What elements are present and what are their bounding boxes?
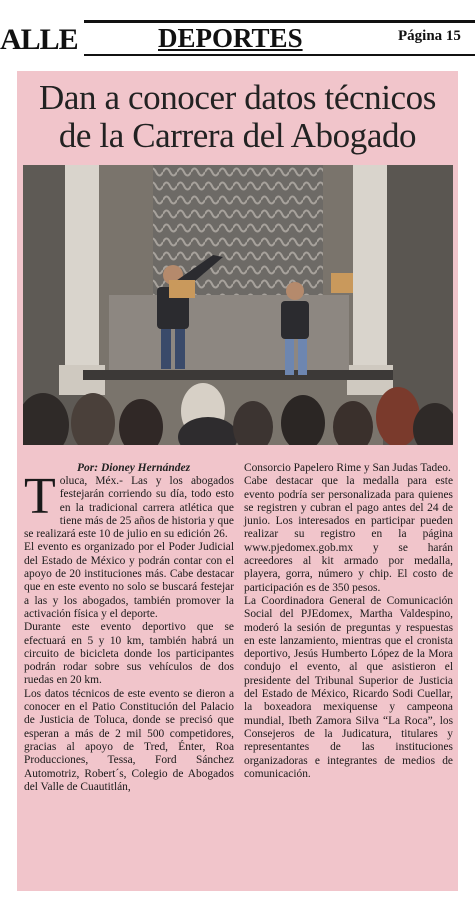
paragraph-5: Consorcio Papelero Rime y San Judas Tadeo. xyxy=(244,462,451,474)
drop-cap: T xyxy=(24,468,56,525)
paragraph-3: Durante este evento deportivo que se efectuará en 5 y 10 km, también habrá un circuito de bicicleta donde los participantes podrán rodar sobre sus vehículos de dos ruedas en 20 km. xyxy=(24,621,234,687)
article-column-right xyxy=(244,462,453,781)
headline-line-2: de la Carrera del Abogado xyxy=(58,116,417,155)
event-photo-illustration xyxy=(23,165,453,445)
header-left-fragment: ALLE xyxy=(0,23,78,56)
page-number: Página 15 xyxy=(398,28,461,44)
section-title: DEPORTES xyxy=(158,23,303,53)
paragraph-6: Cabe destacar que la medalla para este evento podría ser personalizada para quienes se registren y cubran el pago antes del 24 de junio. Los interesados en participar pueden realizar su registro en la página www.pjedomex.gob.mx y se harán acreedores al kit armado por medalla, playera, gorra, número y chip. El costo de participación es de 350 pesos. xyxy=(244,475,453,594)
paragraph-1-text: oluca, Méx.- Las y los abogados festejarán corriendo su día, todo esto en la tradicional carrera atlética que tiene más de 25 años de historia y que se realizará este 10 de julio en su edición 26. xyxy=(24,475,234,541)
article-headline xyxy=(17,79,458,155)
headline-line-1: Dan a conocer datos técnicos xyxy=(39,78,436,117)
article-photo xyxy=(23,165,453,445)
paragraph-4: Los datos técnicos de este evento se dieron a conocer en el Patio Constitución del Palacio de Justicia de Toluca, donde se precisó que esperan a más de 2 mil 500 competidores, gracias al apoyo de Tred, Énter, Roa Producciones, Tessa, Ford Sánchez Automotriz, Robert´s, Colegio de Abogados del Valle de Cuautitlán, xyxy=(24,687,234,793)
paragraph-7: La Coordinadora General de Comunicación Social del PJEdomex, Martha Valdespino, moderó la sesión de preguntas y respuestas en este lanzamiento, mientras que el cronista deportivo, Jesús Humberto López de la Mora condujo el evento, al que asistieron el presidente del Tribunal Superior de Justicia del Estado de México, Ricardo Sodi Cuellar, la boxeadora mexiquense y campeona mundial, Ibeth Zamora Silva “La Roca”, los Consejeros de la Judicatura, titulares y representantes de las instituciones organizadoras e integrantes de medios de comunicación. xyxy=(244,594,453,780)
newspaper-header xyxy=(0,0,475,62)
article-panel xyxy=(17,71,458,891)
header-rule-bottom xyxy=(84,54,475,56)
byline: Por: Dioney Hernández xyxy=(77,462,191,474)
paragraph-2: El evento es organizado por el Poder Judicial del Estado de México y podrán contar con el apoyo de 20 instituciones más. Cabe destacar que en este evento no solo se buscará festejar a las y los abogados, también promover la activación física y el deporte. xyxy=(24,541,234,620)
